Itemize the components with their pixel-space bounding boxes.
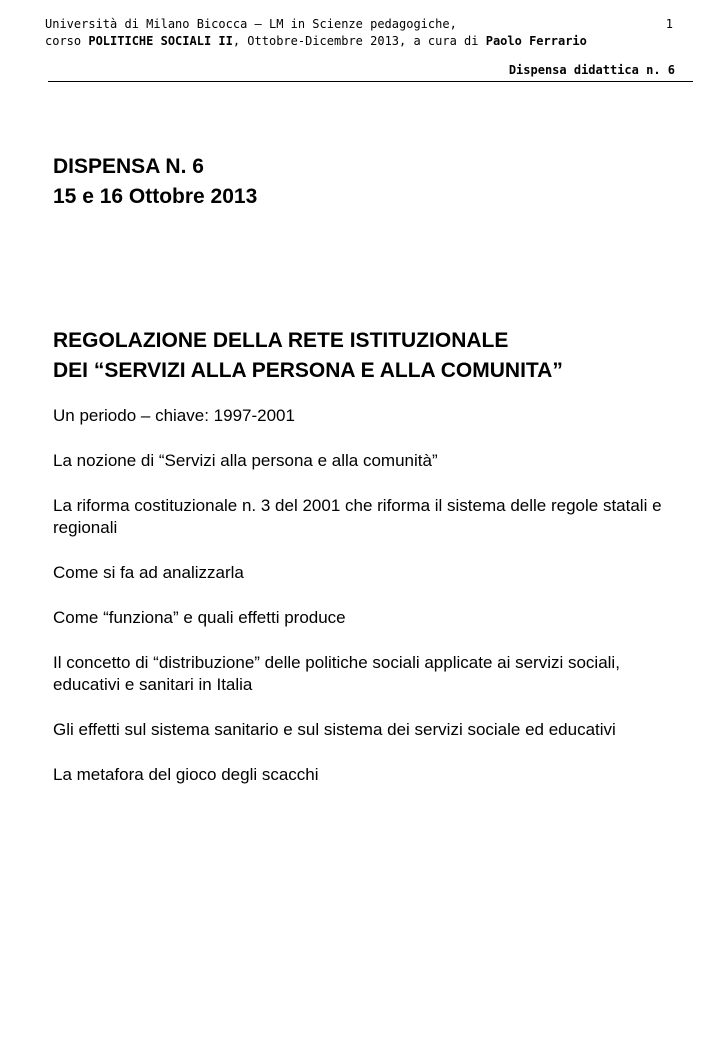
header-course-prefix: corso bbox=[45, 34, 89, 48]
document-title bbox=[53, 152, 673, 212]
document-body bbox=[53, 152, 673, 809]
subject-line-1: REGOLAZIONE DELLA RETE ISTITUZIONALE bbox=[53, 329, 509, 352]
header-institution: Università di Milano Bicocca – LM in Scienze pedagogiche, bbox=[45, 17, 457, 31]
subject-line-2: DEI “SERVIZI ALLA PERSONA E ALLA COMUNITA” bbox=[53, 359, 563, 382]
document-subject bbox=[53, 326, 673, 386]
title-line-1: DISPENSA N. 6 bbox=[53, 155, 204, 178]
header-course-name: POLITICHE SOCIALI II bbox=[88, 34, 233, 48]
dispensa-label: Dispensa didattica n. 6 bbox=[508, 63, 675, 77]
title-line-2: 15 e 16 Ottobre 2013 bbox=[53, 185, 258, 208]
header-course-dates: , Ottobre-Dicembre 2013, a cura di bbox=[232, 34, 486, 48]
topic-item: La metafora del gioco degli scacchi bbox=[53, 765, 319, 784]
topic-item: Un periodo – chiave: 1997-2001 bbox=[53, 406, 295, 425]
page-header bbox=[45, 16, 693, 77]
topic-item: La riforma costituzionale n. 3 del 2001 che riforma il sistema delle regole statali e regionali bbox=[53, 496, 662, 537]
topic-item: Come si fa ad analizzarla bbox=[53, 563, 244, 582]
header-author: Paolo Ferrario bbox=[485, 34, 587, 48]
topic-item: La nozione di “Servizi alla persona e alla comunità” bbox=[53, 451, 438, 470]
topic-list bbox=[53, 405, 673, 786]
header-course-line bbox=[45, 33, 693, 50]
topic-item: Come “funziona” e quali effetti produce bbox=[53, 608, 346, 627]
page-number: 1 bbox=[665, 17, 673, 31]
topic-item: Gli effetti sul sistema sanitario e sul sistema dei servizi sociale ed educativi bbox=[53, 720, 616, 739]
header-rule bbox=[48, 81, 693, 82]
topic-item: Il concetto di “distribuzione” delle politiche sociali applicate ai servizi sociali, educativi e sanitari in Italia bbox=[53, 653, 620, 694]
